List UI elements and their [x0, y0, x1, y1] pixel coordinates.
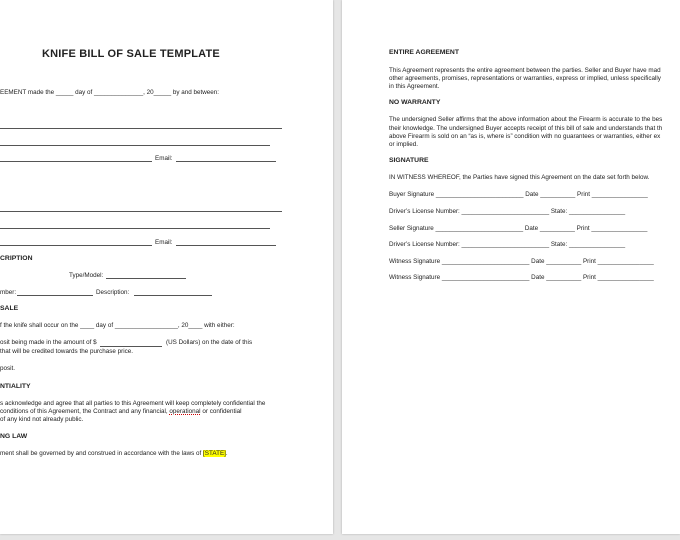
seller-address-line[interactable]: [0, 145, 270, 146]
confidentiality-line-1: s acknowledge and agree that all parties to this Agreement will keep completely confidential the: [0, 400, 266, 407]
sale-heading: SALE: [0, 305, 19, 312]
deposit-currency-text: (US Dollars) on the date of this: [166, 339, 253, 346]
confidentiality-heading: NTIALITY: [0, 383, 31, 390]
document-title: KNIFE BILL OF SALE TEMPLATE: [42, 48, 220, 60]
deposit-amount-text: osit being made in the amount of $: [0, 339, 97, 346]
buyer-address-line[interactable]: [0, 228, 270, 229]
warranty-line-3: above Firearm is sold on an “as is, where is” condition with no guarantees or warranties, either ex: [389, 133, 661, 140]
buyer-email-label: Email:: [155, 239, 173, 246]
number-label: mber:: [0, 289, 17, 296]
seller-email-label: Email:: [155, 155, 173, 162]
governing-law-heading: NG LAW: [0, 433, 28, 440]
seller-email-line[interactable]: [176, 161, 276, 162]
document-page-left: [0, 0, 333, 534]
agreement-intro-line: EEMENT made the _____ day of ______________, 20_____ by and between:: [0, 89, 220, 96]
description-heading: CRIPTION: [0, 255, 33, 262]
no-deposit-text: posit.: [0, 365, 16, 372]
sale-date-line: f the knife shall occur on the ____ day of __________________, 20____ with either:: [0, 322, 235, 329]
witness-intro: IN WITNESS WHEREOF, the Parties have signed this Agreement on the date set forth below.: [389, 174, 650, 181]
entire-agreement-line-1: This Agreement represents the entire agreement between the parties. Seller and Buyer have mad: [389, 67, 661, 74]
state-placeholder[interactable]: [STATE]: [203, 450, 226, 457]
buyer-email-line[interactable]: [176, 245, 276, 246]
number-line[interactable]: [17, 295, 93, 296]
deposit-amount-line[interactable]: [100, 346, 162, 347]
confidentiality-line-3: of any kind not already public.: [0, 416, 84, 423]
seller-license-row[interactable]: Driver’s License Number: _________________________ State: ________________: [389, 241, 626, 248]
buyer-signature-row[interactable]: Buyer Signature _________________________ Date __________ Print ________________: [389, 191, 648, 198]
document-page-right: [342, 0, 680, 534]
entire-agreement-heading: ENTIRE AGREEMENT: [389, 49, 459, 56]
seller-name-line[interactable]: [0, 128, 282, 129]
signature-heading: SIGNATURE: [389, 157, 429, 164]
type-model-label: Type/Model:: [69, 272, 104, 279]
warranty-line-4: or implied.: [389, 141, 419, 148]
confidentiality-line-2: conditions of this Agreement, the Contract and any financial, operational or confidential: [0, 408, 242, 415]
witness-signature-row-1[interactable]: Witness Signature _________________________ Date __________ Print ________________: [389, 258, 654, 265]
buyer-phone-line[interactable]: [0, 245, 152, 246]
warranty-line-1: The undersigned Seller affirms that the above information about the Firearm is accurate to the bes: [389, 116, 663, 123]
seller-phone-line[interactable]: [0, 161, 152, 162]
type-model-line[interactable]: [106, 278, 186, 279]
governing-law-text: ment shall be governed by and construed in accordance with the laws of [STATE].: [0, 450, 228, 457]
buyer-name-line[interactable]: [0, 211, 282, 212]
description-line[interactable]: [134, 295, 212, 296]
deposit-credit-text: that will be credited towards the purchase price.: [0, 348, 134, 355]
description-label: Description:: [96, 289, 130, 296]
entire-agreement-line-3: in this Agreement.: [389, 83, 440, 90]
buyer-license-row[interactable]: Driver’s License Number: _________________________ State: ________________: [389, 208, 626, 215]
no-warranty-heading: NO WARRANTY: [389, 99, 441, 106]
entire-agreement-line-2: other agreements, promises, representations or warranties, express or implied, unless specifically: [389, 75, 661, 82]
witness-signature-row-2[interactable]: Witness Signature _________________________ Date __________ Print ________________: [389, 274, 654, 281]
warranty-line-2: their knowledge. The undersigned Buyer accepts receipt of this bill of sale and understands that th: [389, 125, 663, 132]
seller-signature-row[interactable]: Seller Signature _________________________ Date __________ Print ________________: [389, 225, 648, 232]
